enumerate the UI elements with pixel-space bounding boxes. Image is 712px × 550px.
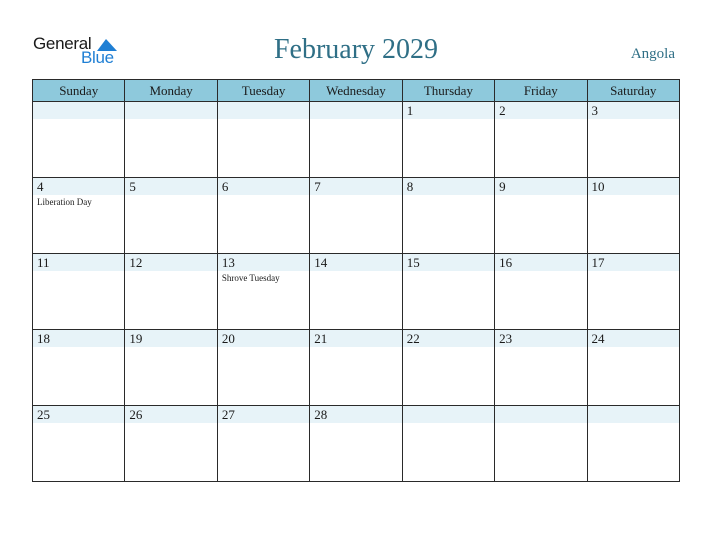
weekday-header: Wednesday bbox=[310, 80, 402, 102]
day-cell bbox=[310, 254, 402, 330]
day-cell bbox=[495, 178, 587, 254]
week-row bbox=[33, 330, 680, 406]
day-number bbox=[495, 406, 586, 423]
day-number: 26 bbox=[125, 406, 216, 423]
day-number: 8 bbox=[403, 178, 494, 195]
day-number: 7 bbox=[310, 178, 401, 195]
holiday-label: Shrove Tuesday bbox=[221, 273, 280, 283]
day-number: 15 bbox=[403, 254, 494, 271]
day-cell bbox=[217, 178, 309, 254]
week-row bbox=[33, 406, 680, 482]
weekday-header: Tuesday bbox=[217, 80, 309, 102]
day-number: 14 bbox=[310, 254, 401, 271]
day-cell bbox=[33, 178, 125, 254]
day-number: 3 bbox=[588, 102, 679, 119]
day-cell bbox=[33, 330, 125, 406]
weekday-header-row bbox=[33, 80, 680, 102]
day-number: 16 bbox=[495, 254, 586, 271]
day-number bbox=[310, 102, 401, 119]
day-cell bbox=[217, 254, 309, 330]
day-cell bbox=[310, 102, 402, 178]
day-cell bbox=[402, 330, 494, 406]
day-number bbox=[403, 406, 494, 423]
week-row bbox=[33, 254, 680, 330]
day-number: 22 bbox=[403, 330, 494, 347]
day-cell bbox=[587, 102, 679, 178]
day-number bbox=[125, 102, 216, 119]
day-cell bbox=[125, 178, 217, 254]
day-number bbox=[218, 102, 309, 119]
day-cell bbox=[402, 102, 494, 178]
day-cell bbox=[495, 254, 587, 330]
day-number: 28 bbox=[310, 406, 401, 423]
day-cell bbox=[217, 406, 309, 482]
day-cell bbox=[310, 178, 402, 254]
day-number: 24 bbox=[588, 330, 679, 347]
logo-word-blue: Blue bbox=[81, 48, 114, 67]
day-number: 13 bbox=[218, 254, 309, 271]
day-cell bbox=[310, 406, 402, 482]
day-number: 1 bbox=[403, 102, 494, 119]
day-number: 20 bbox=[218, 330, 309, 347]
day-cell bbox=[402, 178, 494, 254]
weekday-header: Thursday bbox=[402, 80, 494, 102]
day-number: 6 bbox=[218, 178, 309, 195]
day-number bbox=[588, 406, 679, 423]
weekday-header: Sunday bbox=[33, 80, 125, 102]
week-row bbox=[33, 102, 680, 178]
day-cell bbox=[125, 102, 217, 178]
day-number: 4 bbox=[33, 178, 124, 195]
day-number: 23 bbox=[495, 330, 586, 347]
day-cell bbox=[587, 406, 679, 482]
day-cell bbox=[217, 330, 309, 406]
day-number: 12 bbox=[125, 254, 216, 271]
day-cell bbox=[402, 406, 494, 482]
country-label: Angola bbox=[630, 46, 675, 62]
day-cell bbox=[217, 102, 309, 178]
day-cell bbox=[125, 254, 217, 330]
day-cell bbox=[495, 102, 587, 178]
day-number: 11 bbox=[33, 254, 124, 271]
day-number: 19 bbox=[125, 330, 216, 347]
day-number: 21 bbox=[310, 330, 401, 347]
day-cell bbox=[310, 330, 402, 406]
day-cell bbox=[125, 330, 217, 406]
day-number bbox=[33, 102, 124, 119]
week-row bbox=[33, 178, 680, 254]
day-cell bbox=[495, 330, 587, 406]
weekday-header: Saturday bbox=[587, 80, 679, 102]
day-number: 17 bbox=[588, 254, 679, 271]
day-cell bbox=[33, 102, 125, 178]
day-number: 10 bbox=[588, 178, 679, 195]
day-cell bbox=[495, 406, 587, 482]
day-cell bbox=[125, 406, 217, 482]
day-cell bbox=[33, 406, 125, 482]
calendar-grid bbox=[32, 79, 680, 482]
day-cell bbox=[587, 330, 679, 406]
day-number: 27 bbox=[218, 406, 309, 423]
day-number: 5 bbox=[125, 178, 216, 195]
day-cell bbox=[402, 254, 494, 330]
day-cell bbox=[587, 254, 679, 330]
weekday-header: Friday bbox=[495, 80, 587, 102]
day-number: 18 bbox=[33, 330, 124, 347]
holiday-label: Liberation Day bbox=[37, 197, 92, 207]
day-number: 25 bbox=[33, 406, 124, 423]
day-cell bbox=[33, 254, 125, 330]
logo-word-general: General bbox=[33, 34, 92, 53]
page-title: February 2029 bbox=[273, 34, 439, 65]
weekday-header: Monday bbox=[125, 80, 217, 102]
day-cell bbox=[587, 178, 679, 254]
day-number: 2 bbox=[495, 102, 586, 119]
day-number: 9 bbox=[495, 178, 586, 195]
